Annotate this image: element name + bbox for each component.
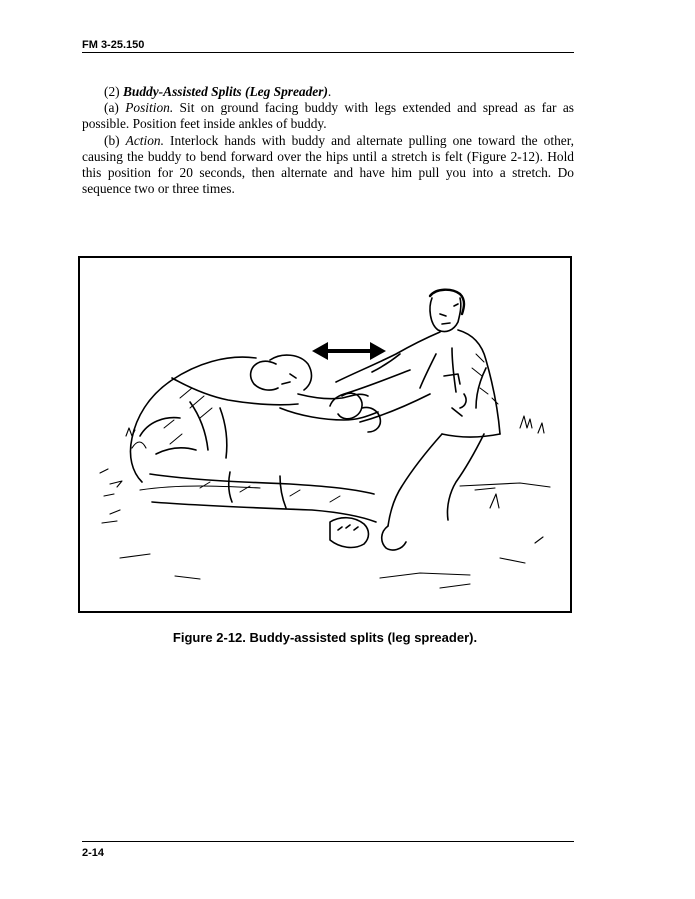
manual-title: FM 3-25.150 xyxy=(82,39,145,51)
upright-soldier xyxy=(330,290,500,550)
heading-period: . xyxy=(327,84,332,99)
ground-lines xyxy=(100,416,550,588)
position-number: (a) xyxy=(104,100,126,116)
action-number: (b) xyxy=(104,132,126,148)
action-text: Interlock hands with buddy and alternate pulling one toward the other, causing the buddy to bend forward over the hips until a stretch is felt (Figure 2-12). Hold this position for 20 seconds, then alternate and have him pull you into a stretch. Do sequence two or three times. xyxy=(82,132,574,197)
body-text xyxy=(82,84,574,197)
double-arrow-icon xyxy=(312,342,386,360)
position-paragraph xyxy=(82,100,574,132)
figure-frame xyxy=(78,256,572,613)
bending-soldier xyxy=(130,355,380,547)
action-paragraph xyxy=(82,133,574,198)
page-footer xyxy=(82,841,574,859)
action-label: Action. xyxy=(125,132,164,148)
exercise-title: Buddy-Assisted Splits (Leg Spreader) xyxy=(122,84,328,99)
running-header xyxy=(82,39,574,53)
figure-caption: Figure 2-12. Buddy-assisted splits (leg spreader). xyxy=(172,630,478,645)
position-label: Position. xyxy=(125,100,174,116)
position-text: Sit on ground facing buddy with legs extended and spread as far as possible. Position feet inside ankles of buddy. xyxy=(82,100,574,132)
exercise-heading-paragraph xyxy=(82,84,574,100)
buddy-splits-illustration xyxy=(80,258,570,611)
page-number: 2-14 xyxy=(82,847,105,859)
paragraph-number: (2) xyxy=(104,84,123,99)
